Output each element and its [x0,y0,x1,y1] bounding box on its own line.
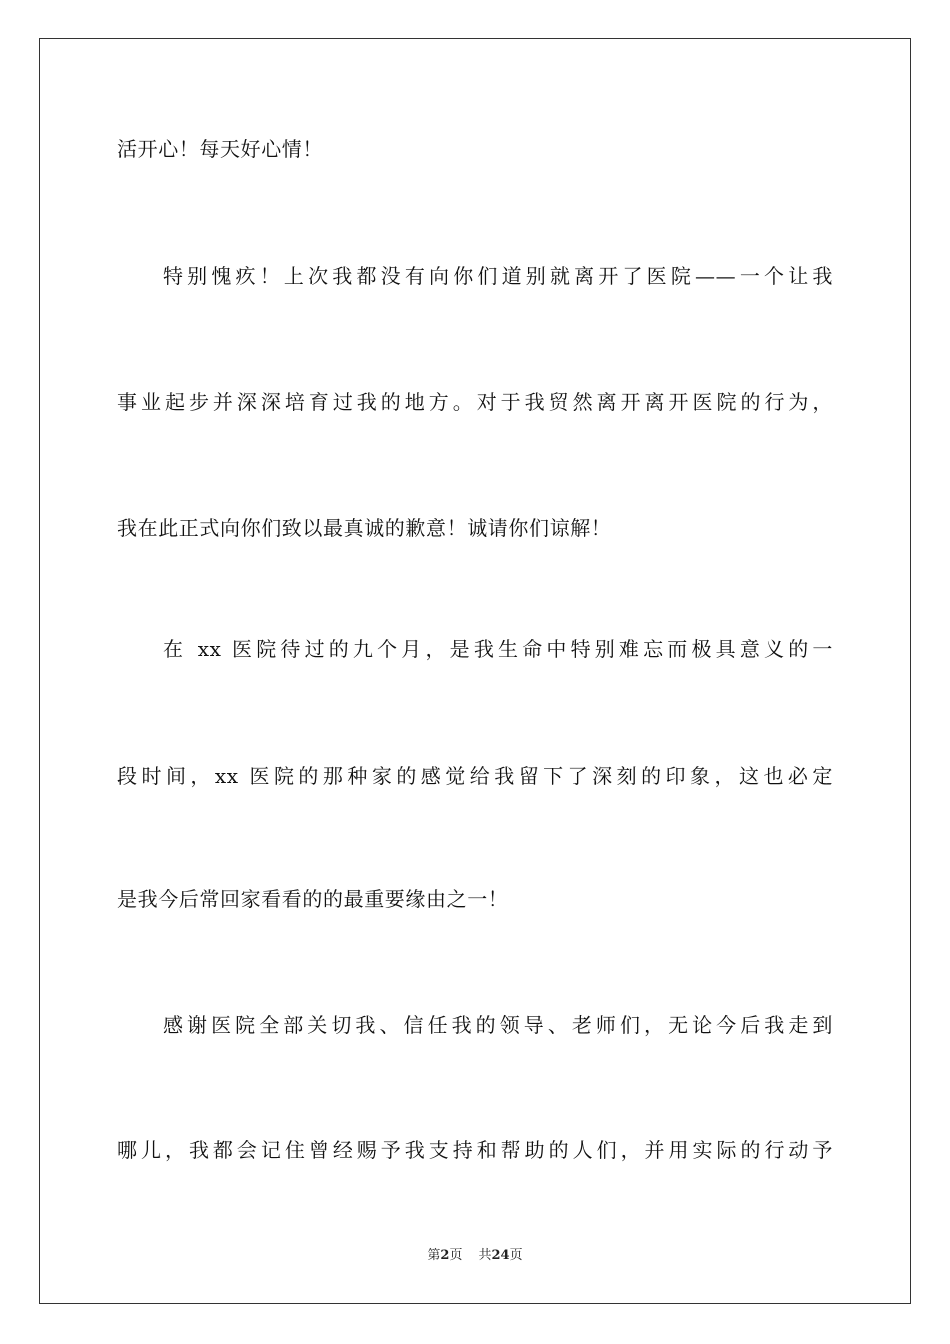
text-line-5: 在 xx 医院待过的九个月，是我生命中特别难忘而极具意义的一 [163,637,833,661]
total-suffix: 页 [509,1248,523,1263]
text-line-2: 特别愧疚！上次我都没有向你们道别就离开了医院——一个让我 [163,264,833,288]
page-number: 2 [440,1248,450,1263]
page-prefix: 第 [427,1248,441,1263]
text-line-6: 段时间，xx 医院的那种家的感觉给我留下了深刻的印象，这也必定 [117,764,833,788]
text-line-9: 哪儿，我都会记住曾经赐予我支持和帮助的人们，并用实际的行动予 [117,1138,833,1162]
total-pages: 24 [491,1248,510,1263]
page-footer [0,1247,950,1265]
page-border [39,38,911,1304]
text-line-4: 我在此正式向你们致以最真诚的歉意！诚请你们谅解！ [117,516,612,540]
text-line-1: 活开心！每天好心情！ [117,137,323,161]
total-prefix: 共 [478,1248,492,1263]
page-suffix: 页 [449,1248,463,1263]
text-line-7: 是我今后常回家看看的的最重要缘由之一！ [117,887,509,911]
text-line-3: 事业起步并深深培育过我的地方。对于我贸然离开离开医院的行为， [117,390,833,414]
text-line-8: 感谢医院全部关切我、信任我的领导、老师们，无论今后我走到 [163,1013,833,1037]
